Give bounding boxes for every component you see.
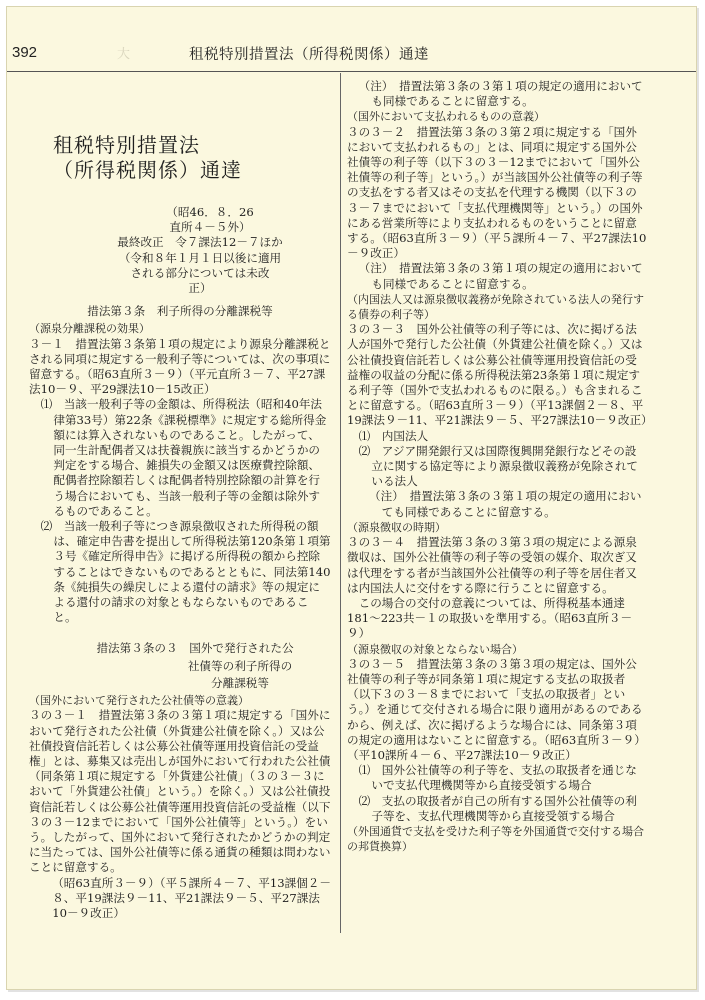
section-heading: 措法第３条の３ 国外で発行された公	[96, 641, 294, 656]
revision-note-3: 正）	[188, 281, 212, 296]
subheading: （外国通貨で支払を受けた利子等を外国通貨で交付する場合の邦貨換算）	[347, 824, 644, 854]
revision-note-1: （令和８年１月１日以後に適用	[118, 250, 282, 265]
section-heading-cont: 分離課税等	[211, 675, 269, 690]
document-page	[6, 6, 697, 990]
list-item: ⑵ 当該一般利子等につき源泉徴収された所得税の額は、確定申告書を提出して所得税法第120条第１項第３号《確定所得申告》に掲げる所得税の額から控除することはできないものであるとともに、同法第140条《純損失の繰戻しによる還付の請求》等の規定による還付の請求の対象ともならないものであること。	[40, 519, 331, 625]
list-item: ⑴ 当該一般利子等の金額は、所得税法（昭和40年法律第33号）第22条《課税標準》に規定する総所得金額には算入されないものであること。したがって、同一生計配偶者又は扶養親族に該当するかどうかの判定をする場合、雑損失の金額又は医療費控除額、配偶者控除額若しくは配偶者特別控除額の計算を行う場合においても、当該一般利子等の金額は除外するものであること。	[40, 397, 327, 518]
running-title: 租税特別措置法（所得税関係）通達	[189, 47, 429, 63]
page-number: 392	[12, 44, 38, 61]
paragraph: ３の３－２ 措置法第３条の３第２項に規定する「国外において支払われるもの」とは、同項に規定する国外公社債等の利子等（以下３の３－12までにおいて「国外公社債等の利子等」という。）が当該国外公社債等の利子等の支払をする者又はその支払を代理する機関（以下３の３－７までにおいて「支払代理機関等」という。）の国外にある営業所等により支払われるものをいうことに留意する。（昭63直所３－９）（平５課所４－７、平27課法10－９改正）	[347, 124, 647, 261]
history-note: （昭63直所３－９）（平５課所４－７、平13課個２－８、平19課法９－11、平21課法９－５、平27課法10－９改正）	[52, 875, 331, 920]
note: （注） 措置法第３条の３第１項の規定の適用においても同様であることに留意する。	[369, 489, 642, 519]
header-rule	[7, 71, 696, 72]
list-item: ⑵ 支払の取扱者が自己の所有する国外公社債等の利子等を、支払代理機関等から直接受領する場合	[358, 793, 637, 823]
left-column	[29, 133, 331, 921]
list-item: ⑴ 内国法人	[358, 428, 429, 443]
revision-note-2: される部分については未改	[130, 265, 270, 280]
subheading: （国外において支払われるものの意義）	[347, 110, 545, 124]
section-heading-cont: 社債等の利子所得の	[187, 658, 293, 673]
bleed-through-text: 大	[117, 47, 131, 62]
title-line-2: （所得税関係）通達	[53, 158, 242, 182]
note: （注） 措置法第３条の３第１項の規定の適用においても同様であることに留意する。	[358, 261, 643, 291]
subheading: （源泉徴収の時期）	[347, 520, 446, 534]
note: （注） 措置法第３条の３第１項の規定の適用においても同様であることに留意する。	[358, 79, 643, 109]
paragraph: この場合の交付の意義については、所得税基本通達181～223共－１の取扱いを準用する。（昭63直所３－９）	[347, 595, 633, 641]
list-item: ⑴ 国外公社債等の利子等を、支払の取扱者を通じないで支払代理機関等から直接受領する場合	[358, 763, 637, 793]
subheading: （源泉分離課税の効果）	[29, 322, 150, 336]
paragraph: ３の３－５ 措置法第３条の３第３項の規定は、国外公社債等の利子等が同条第１項に規定する支払の取扱者（以下３の３－８までにおいて「支払の取扱者」という。）を通じて交付される場合に限り適用があるのであるから、例えば、次に掲げるような場合には、同条第３項の規定の適用はないことに留意する。（昭63直所３－９）（平10課所４－６、平27課法10－９改正）	[347, 656, 646, 762]
paragraph: ３－１ 措置法第３条第１項の規定により源泉分離課税とされる同項に規定する一般利子等については、次の事項に留意する。（昭63直所３－９）（平元直所３－７、平27課法10－９、平29課法10－15改正）	[29, 336, 331, 397]
meta-ref: 直所４－５外）	[169, 220, 251, 235]
subheading: （国外において発行された公社債等の意義）	[29, 694, 249, 708]
list-item: ⑵ アジア開発銀行又は国際復興開発銀行などその設立に関する協定等により源泉徴収義務が免除されている法人	[358, 443, 639, 489]
paragraph: ３の３－１ 措置法第３条の３第１項に規定する「国外において発行された公社債（外貨建公社債を除く。）又は公社債投資信託若しくは公募公社債等運用投資信託の受益権」とは、募集又は売出しが国外において行われた公社債（同条第１項に規定する「外貨建公社債」（３の３－３において「外貨建公社債」という。）を除く。）又は公社債投資信託若しくは公募公社債等運用投資信託の受益権（以下３の３－12までにおいて「国外公社債等」という。）をいう。したがって、国外において発行されたかどうかの判定に当たっては、国外公社債等に係る通貨の種類は問わないことに留意する。	[29, 708, 331, 875]
meta-date: （昭46．８．26	[166, 205, 254, 219]
revision: 最終改正 令７課法12－７ほか	[117, 235, 283, 250]
right-column	[347, 79, 653, 854]
title-line-1: 租税特別措置法	[53, 133, 200, 157]
subheading: （源泉徴収の対象とならない場合）	[347, 642, 523, 656]
section-heading: 措法第３条 利子所得の分離課税等	[87, 304, 273, 319]
paragraph: ３の３－４ 措置法第３条の３第３項の規定による源泉徴収は、国外公社債等の利子等の受領の媒介、取次ぎ又は代理をする者が当該国外公社債等の利子等を居住者又は内国法人に交付をする際に行うことに留意する。	[347, 535, 637, 595]
column-divider	[340, 73, 341, 933]
document-title	[53, 133, 331, 183]
subheading: （内国法人又は源泉徴収義務が免除されている法人の発行する債券の利子等）	[347, 292, 644, 322]
paragraph: ３の３－３ 国外公社債等の利子等には、次に掲げる法人が国外で発行した公社債（外貨建公社債を除く。）又は公社債投資信託若しくは公募公社債等運用投資信託の受益権の収益の分配に係る所得税法第23条第１項に規定する利子等（国外で支払われるものに限る。）も含まれることに留意する。（昭63直所３－９）（平13課個２－８、平19課法９－11、平21課法９－５、平27課法10－９改正）	[347, 322, 653, 428]
